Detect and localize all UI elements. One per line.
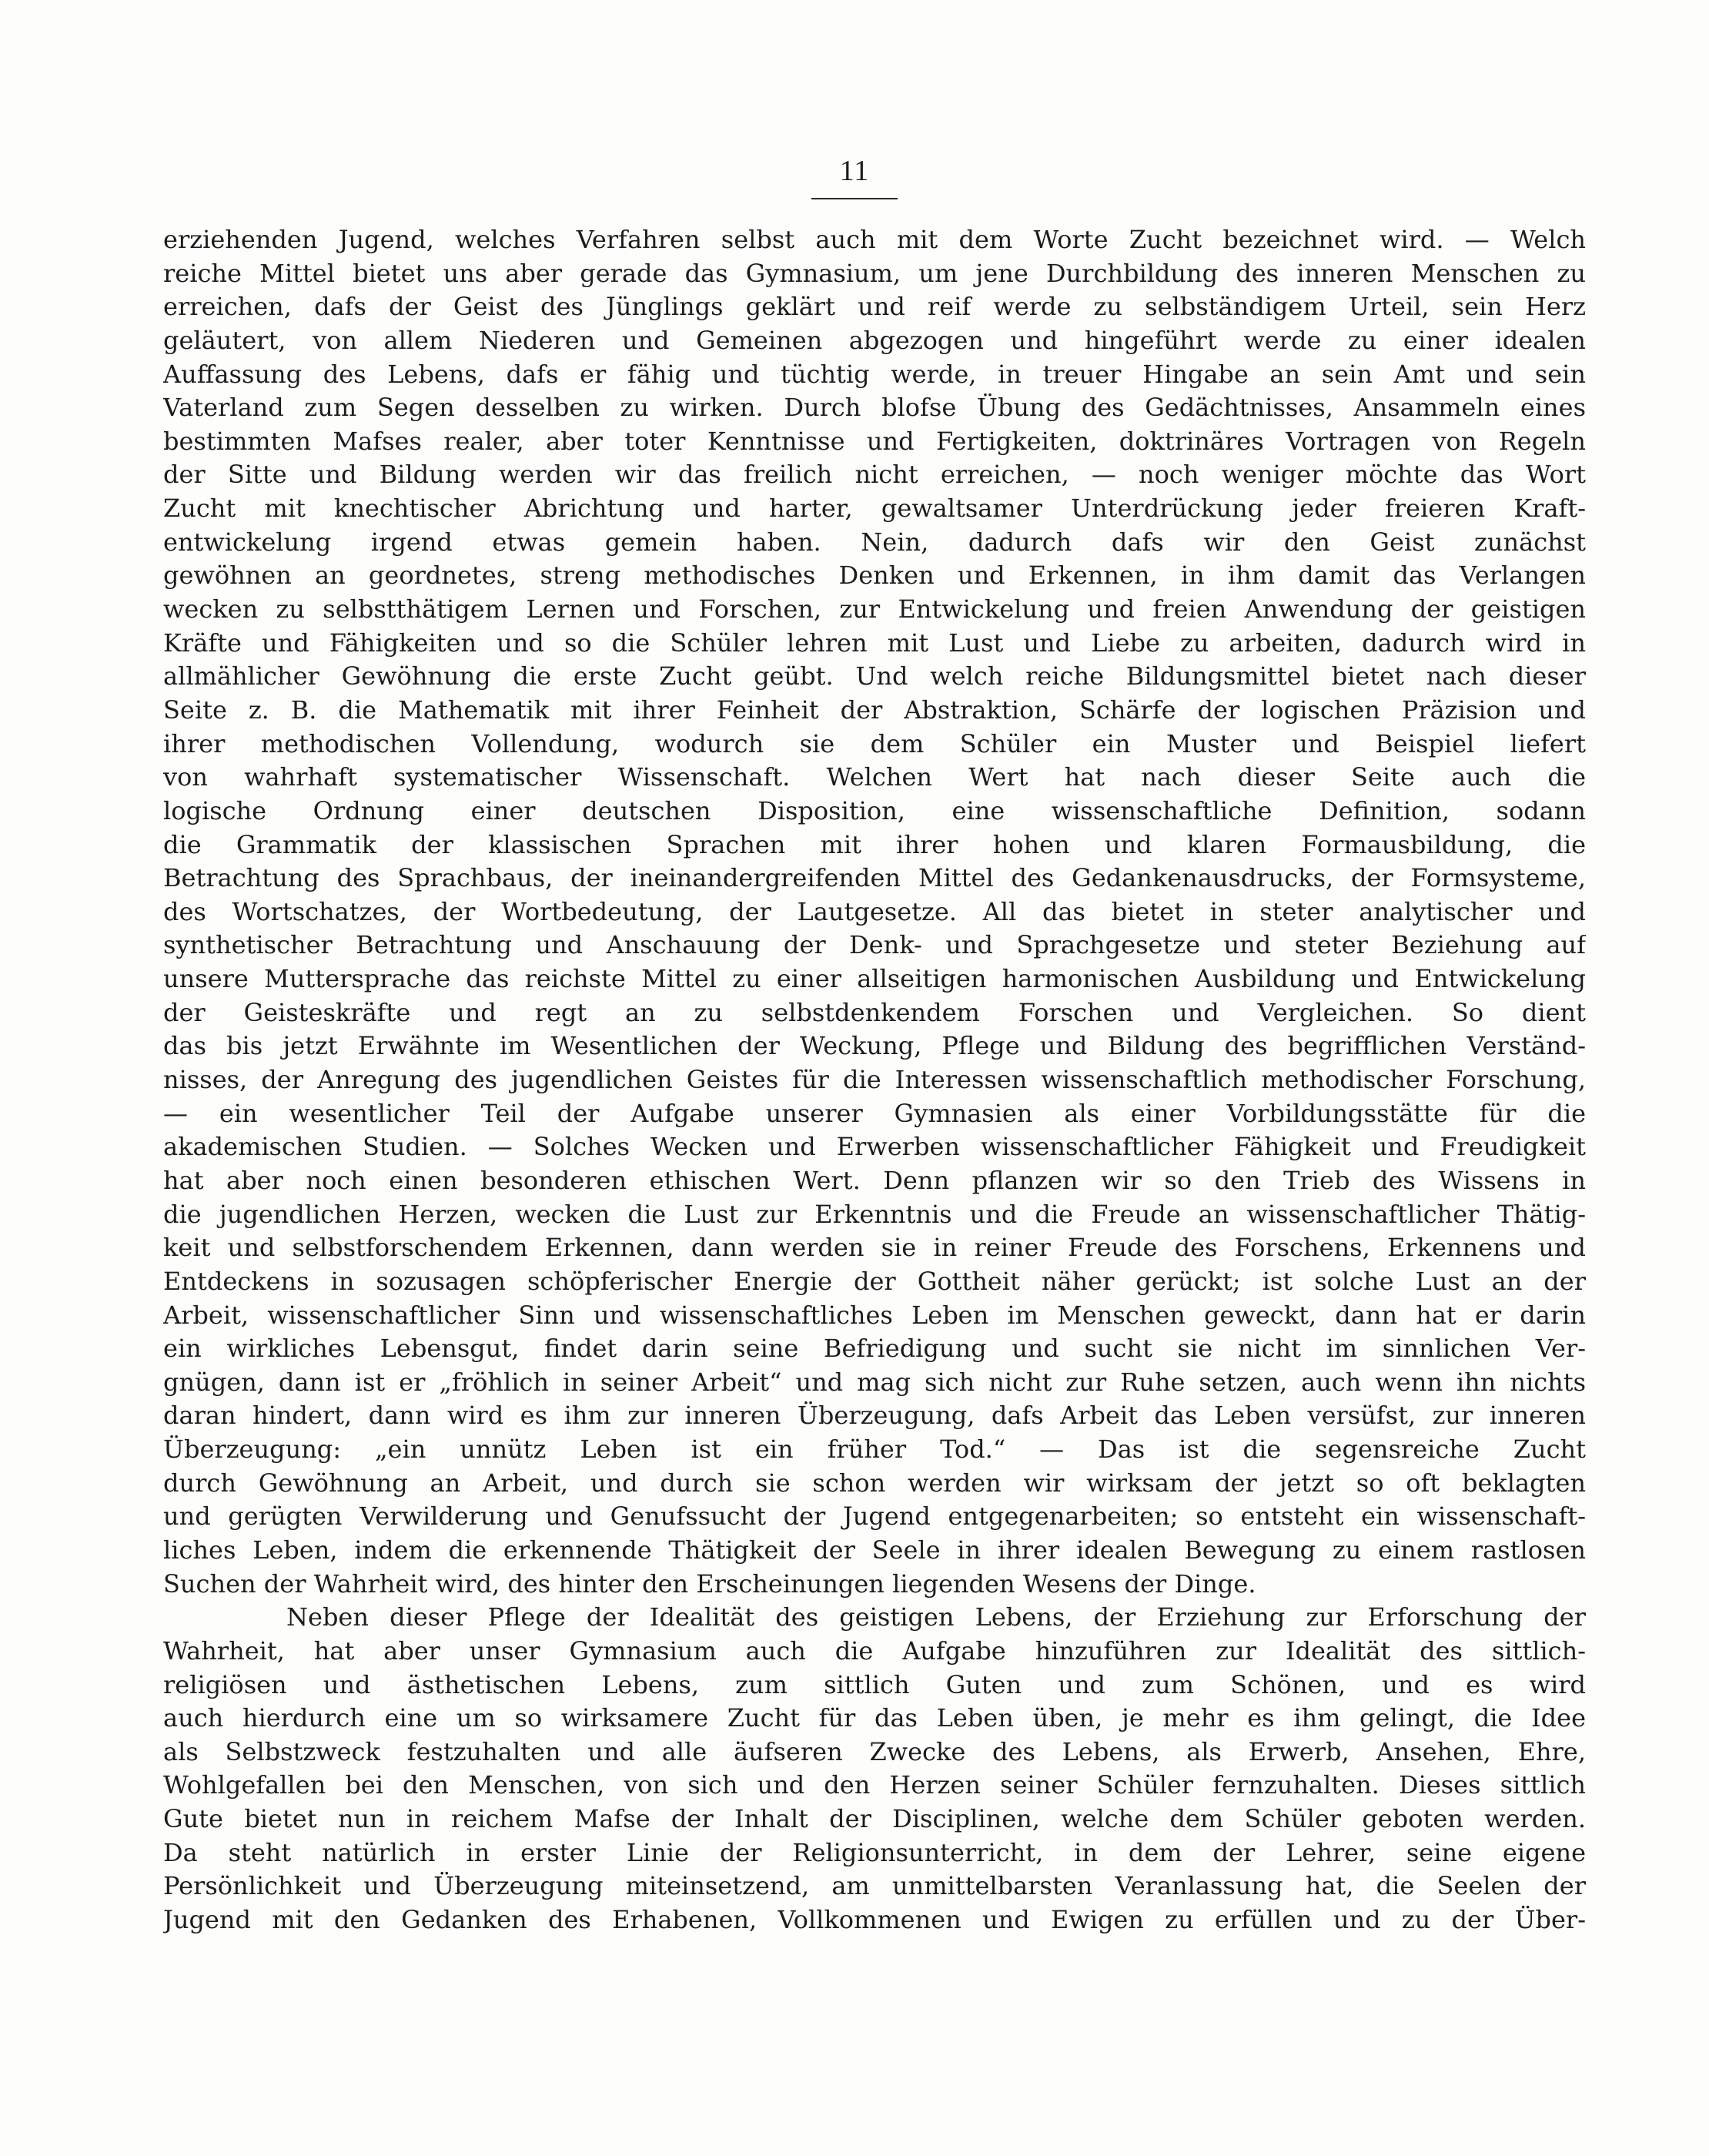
page-number: 11 <box>839 155 870 187</box>
text-line: bestimmten Mafses realer, aber toter Kenntnisse und Fertigkeiten, doktrinäres Vortragen von Regeln <box>163 426 1586 456</box>
text-line: unsere Muttersprache das reichste Mittel zu einer allseitigen harmonischen Ausbildung und Entwickelung <box>163 964 1586 994</box>
text-line: keit und selbstforschendem Erkennen, dann werden sie in reiner Freude des Forschens, Erkennens und <box>163 1233 1586 1263</box>
text-line: erziehenden Jugend, welches Verfahren selbst auch mit dem Worte Zucht bezeichnet wird. — Welch <box>163 225 1586 254</box>
text-line: Suchen der Wahrheit wird, des hinter den Erscheinungen liegenden Wesens der Dinge. <box>163 1568 1256 1599</box>
text-line: Zucht mit knechtischer Abrichtung und harter, gewaltsamer Unterdrückung jeder freieren Kraft- <box>163 494 1586 524</box>
text-line: gnügen, dann ist er „fröhlich in seiner Arbeit“ und mag sich nicht zur Ruhe setzen, auch wenn ihn nichts <box>163 1367 1586 1397</box>
text-line: erreichen, dafs der Geist des Jünglings geklärt und reif werde zu selbständigem Urteil, sein Herz <box>163 292 1586 322</box>
text-line: die Grammatik der klassischen Sprachen mit ihrer hohen und klaren Formausbildung, die <box>163 829 1586 859</box>
text-line: Wohlgefallen bei den Menschen, von sich und den Herzen seiner Schüler fernzuhalten. Dieses sittlich <box>163 1770 1586 1800</box>
text-line: logische Ordnung einer deutschen Disposition, eine wissenschaftliche Definition, sodann <box>163 795 1586 825</box>
text-line: geläutert, von allem Niederen und Gemeinen abgezogen und hingeführt werde zu einer idealen <box>163 325 1586 355</box>
text-line: ihrer methodischen Vollendung, wodurch sie dem Schüler ein Muster und Beispiel liefert <box>163 728 1586 758</box>
page-number-block <box>816 154 893 188</box>
text-line: Arbeit, wissenschaftlicher Sinn und wissenschaftliches Leben im Menschen geweckt, dann hat er darin <box>163 1300 1586 1330</box>
text-line: daran hindert, dann wird es ihm zur inneren Überzeugung, dafs Arbeit das Leben versüfst, zur inneren <box>163 1401 1586 1431</box>
text-line: auch hierdurch eine um so wirksamere Zucht für das Leben üben, je mehr es ihm gelingt, die Idee <box>163 1703 1586 1733</box>
text-line: Jugend mit den Gedanken des Erhabenen, Vollkommenen und Ewigen zu erfüllen und zu der Über- <box>163 1905 1586 1935</box>
text-line: Da steht natürlich in erster Linie der Religionsunterricht, in dem der Lehrer, seine eigene <box>163 1837 1586 1867</box>
text-line: Vaterland zum Segen desselben zu wirken. Durch blofse Übung des Gedächtnisses, Ansammeln eines <box>163 393 1586 423</box>
text-line: Betrachtung des Sprachbaus, der ineinandergreifenden Mittel des Gedankenausdrucks, der Formsysteme, <box>163 863 1586 893</box>
text-line: — ein wesentlicher Teil der Aufgabe unserer Gymnasien als einer Vorbildungsstätte für die <box>163 1098 1586 1128</box>
text-line: der Sitte und Bildung werden wir das freilich nicht erreichen, — noch weniger möchte das Wort <box>163 460 1586 490</box>
text-line: ein wirkliches Lebensgut, findet darin seine Befriedigung und sucht sie nicht im sinnlichen Ver- <box>163 1334 1586 1364</box>
text-line: gewöhnen an geordnetes, streng methodisches Denken und Erkennen, in ihm damit das Verlangen <box>163 561 1586 591</box>
text-line: und gerügten Verwilderung und Genufssucht der Jugend entgegenarbeiten; so entsteht ein wissenschaft- <box>163 1502 1586 1532</box>
text-line: der Geisteskräfte und regt an zu selbstdenkendem Forschen und Vergleichen. So dient <box>163 997 1586 1027</box>
text-line: Seite z. B. die Mathematik mit ihrer Feinheit der Abstraktion, Schärfe der logischen Präzision und <box>163 695 1586 725</box>
text-line: des Wortschatzes, der Wortbedeutung, der Lautgesetze. All das bietet in steter analytischer und <box>163 896 1586 926</box>
text-line: allmählicher Gewöhnung die erste Zucht geübt. Und welch reiche Bildungsmittel bietet nach dieser <box>163 661 1586 691</box>
body-text <box>163 223 1586 1937</box>
text-line: hat aber noch einen besonderen ethischen Wert. Denn pflanzen wir so den Trieb des Wissens in <box>163 1165 1586 1195</box>
text-line: durch Gewöhnung an Arbeit, und durch sie schon werden wir wirksam der jetzt so oft beklagten <box>163 1468 1586 1498</box>
text-line: liches Leben, indem die erkennende Thätigkeit der Seele in ihrer idealen Bewegung zu einem rastlosen <box>163 1535 1586 1565</box>
text-line: Überzeugung: „ein unnütz Leben ist ein früher Tod.“ — Das ist die segensreiche Zucht <box>163 1435 1586 1465</box>
text-line: das bis jetzt Erwähnte im Wesentlichen der Weckung, Pflege und Bildung des begrifflichen Verständ- <box>163 1031 1586 1061</box>
text-line: nisses, der Anregung des jugendlichen Geistes für die Interessen wissenschaftlich methodischer Forschung, <box>163 1065 1586 1095</box>
text-line: wecken zu selbstthätigem Lernen und Forschen, zur Entwickelung und freien Anwendung der geistigen <box>163 594 1586 624</box>
text-line: synthetischer Betrachtung und Anschauung der Denk- und Sprachgesetze und steter Beziehung auf <box>163 930 1586 960</box>
page-number-rule <box>811 198 898 199</box>
text-line: religiösen und ästhetischen Lebens, zum sittlich Guten und zum Schönen, und es wird <box>163 1669 1586 1699</box>
text-line: entwickelung irgend etwas gemein haben. Nein, dadurch dafs wir den Geist zunächst <box>163 527 1586 557</box>
text-line: akademischen Studien. — Solches Wecken und Erwerben wissenschaftlicher Fähigkeit und Freudigkeit <box>163 1132 1586 1162</box>
text-line: die jugendlichen Herzen, wecken die Lust zur Erkenntnis und die Freude an wissenschaftlicher Thätig- <box>163 1199 1586 1229</box>
text-line: Entdeckens in sozusagen schöpferischer Energie der Gottheit näher gerückt; ist solche Lust an der <box>163 1266 1586 1296</box>
text-line: als Selbstzweck festzuhalten und alle äufseren Zwecke des Lebens, als Erwerb, Ansehen, Ehre, <box>163 1736 1586 1766</box>
text-line: Persönlichkeit und Überzeugung miteinsetzend, am unmittelbarsten Veranlassung hat, die Seelen der <box>163 1871 1586 1901</box>
text-line: Auffassung des Lebens, dafs er fähig und tüchtig werde, in treuer Hingabe an sein Amt und sein <box>163 359 1586 389</box>
text-line: Gute bietet nun in reichem Mafse der Inhalt der Disciplinen, welche dem Schüler geboten werden. <box>163 1804 1586 1834</box>
text-line: Kräfte und Fähigkeiten und so die Schüler lehren mit Lust und Liebe zu arbeiten, dadurch wird in <box>163 628 1586 658</box>
text-line: reiche Mittel bietet uns aber gerade das Gymnasium, um jene Durchbildung des inneren Menschen zu <box>163 258 1586 288</box>
text-line: Neben dieser Pflege der Idealität des geistigen Lebens, der Erziehung zur Erforschung der <box>286 1602 1586 1632</box>
text-line: Wahrheit, hat aber unser Gymnasium auch die Aufgabe hinzuführen zur Idealität des sittlich- <box>163 1635 1586 1666</box>
text-line: von wahrhaft systematischer Wissenschaft. Welchen Wert hat nach dieser Seite auch die <box>163 762 1586 792</box>
